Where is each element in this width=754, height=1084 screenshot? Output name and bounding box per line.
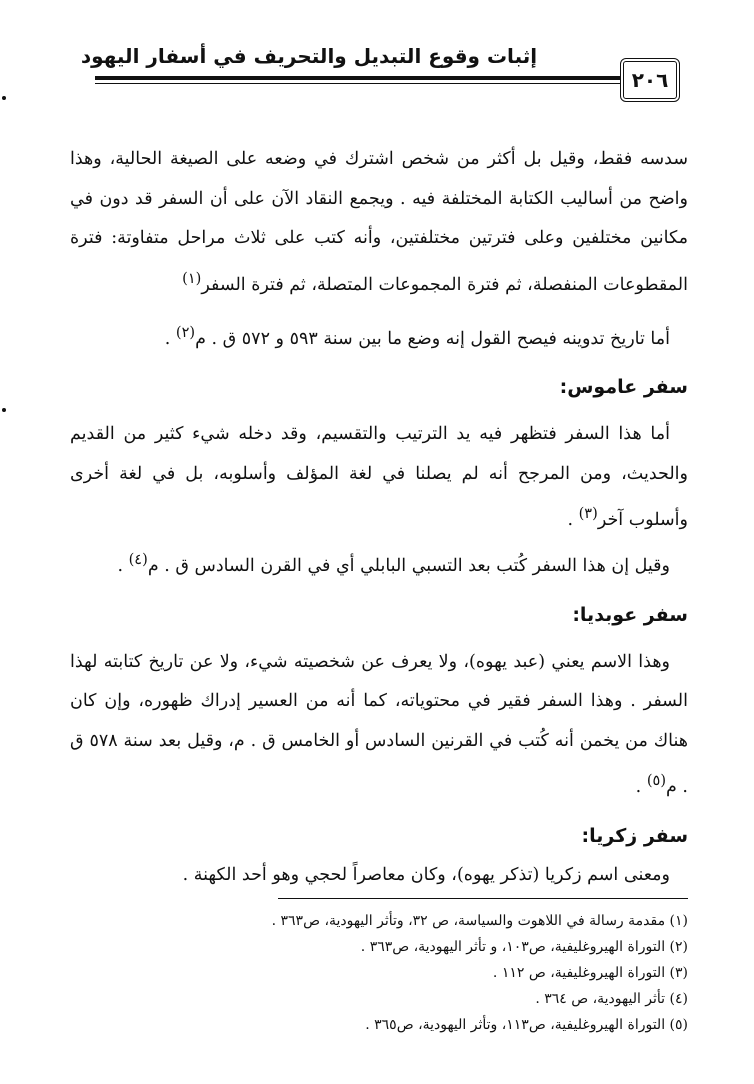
header-rule xyxy=(95,76,622,80)
paragraph: أما تاريخ تدوينه فيصح القول إنه وضع ما بين سنة ٥٩٣ و ٥٧٢ ق . م$^{(٢)}$ . xyxy=(164,323,670,349)
paragraph: وقيل إن هذا السفر كُتب بعد التسبي البابلي أي في القرن السادس ق . م$^{(٤)}$ . xyxy=(117,551,670,577)
footnote-ref: (١) xyxy=(182,269,202,287)
paragraph-text: وقيل إن هذا السفر كُتب بعد التسبي البابلي أي في القرن السادس ق . م xyxy=(147,556,670,577)
paragraph-text: أما تاريخ تدوينه فيصح القول إنه وضع ما بين سنة ٥٩٣ و ٥٧٢ ق . م xyxy=(195,328,670,349)
footnote: (١) مقدمة رسالة في اللاهوت والسياسة، ص ٣٢، وتأثر اليهودية، ص٣٦٣ . xyxy=(271,913,688,929)
paragraph: ومعنى اسم زكريا (تذكر يهوه)، وكان معاصراً لحجي وهو أحد الكهنة . xyxy=(182,864,670,885)
footnote: (٥) التوراة الهيروغليفية، ص١١٣، وتأثر اليهودية، ص٣٦٥ . xyxy=(365,1017,688,1033)
section-heading: سفر عوبديا: xyxy=(572,603,688,626)
paragraph-text: وهذا الاسم يعني (عبد يهوه)، ولا يعرف عن شخصيته شيء، ولا عن تاريخ كتابته لهذا السفر . وهذا السفر فقير في محتوياته، كما أنه من العسير إدراك ظهوره، وإن كان هناك من يخمن أنه كُتب في القرنين السادس أو الخامس ق . م، وقيل بعد سنة ٥٧٨ ق . م xyxy=(70,651,688,798)
paragraph-text: سدسه فقط، وقيل بل أكثر من شخص اشترك في وضعه على الصيغة الحالية، وهذا واضح من أساليب الكتابة المختلفة فيه . ويجمع النقاد الآن على أن السفر قد دون في مكانين مختلفين وعلى فترتين مختلفتين، وأنه كتب على ثلاث مراحل متفاوتة: فترة المقطوعات المنفصلة، ثم فترة المجموعات المتصلة، ثم فترة السفر xyxy=(70,149,688,295)
footnote-ref: (٢) xyxy=(175,323,196,341)
footnote: (٤) تأثر اليهودية، ص ٣٦٤ . xyxy=(535,991,688,1007)
section-heading: سفر عاموس: xyxy=(559,376,688,399)
scan-edge-mark xyxy=(2,408,6,412)
footnote: (٣) التوراة الهيروغليفية، ص ١١٢ . xyxy=(492,965,688,981)
paragraph: أما هذا السفر فتظهر فيه يد الترتيب والتقسيم، وقد دخله شيء كثير من القديم والحديث، ومن المرجح أنه لم يصلنا في لغة المؤلف وأسلوبه، بل في لغة أخرى وأسلوب آخر$^{(٣)}$ . xyxy=(70,424,688,530)
main-text xyxy=(70,140,688,895)
paragraph xyxy=(70,140,688,305)
scan-edge-mark xyxy=(2,96,6,100)
footnote-separator xyxy=(278,898,688,899)
paragraph-text: أما هذا السفر فتظهر فيه يد الترتيب والتقسيم، وقد دخله شيء كثير من القديم والحديث، ومن المرجح أنه لم يصلنا في لغة المؤلف وأسلوبه، بل في لغة أخرى وأسلوب آخر xyxy=(70,424,688,530)
footnote-ref: (٣) xyxy=(578,505,598,523)
section-heading: سفر زكريا: xyxy=(581,824,688,847)
paragraph: وهذا الاسم يعني (عبد يهوه)، ولا يعرف عن شخصيته شيء، ولا عن تاريخ كتابته لهذا السفر . وهذا السفر فقير في محتوياته، كما أنه من العسير إدراك ظهوره، وإن كان هناك من يخمن أنه كُتب في القرنين السادس أو الخامس ق . م، وقيل بعد سنة ٥٧٨ ق . م$^{(٥)}$ . xyxy=(70,651,688,798)
footnote-ref: (٥) xyxy=(646,772,667,790)
running-title: إثبات وقوع التبديل والتحريف في أسفار اليهود xyxy=(80,44,538,68)
page-number: ٢٠٦ xyxy=(620,58,680,102)
footnote: (٢) التوراة الهيروغليفية، ص١٠٣، و تأثر اليهودية، ص٣٦٣ . xyxy=(360,939,688,955)
footnotes xyxy=(70,908,688,1038)
footnote-ref: (٤) xyxy=(128,551,148,569)
header-rule-thin xyxy=(95,83,622,84)
